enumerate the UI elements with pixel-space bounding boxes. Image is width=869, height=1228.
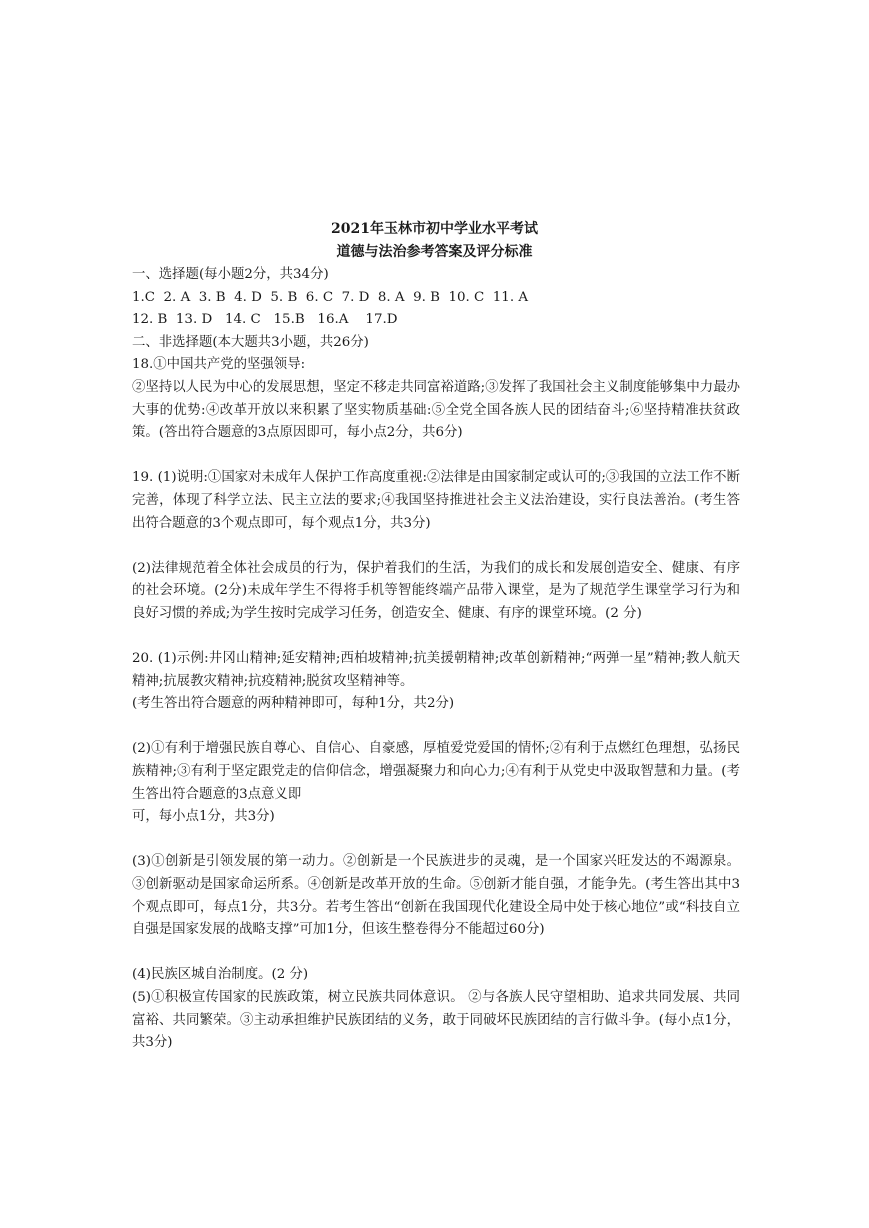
q20-part5-answer: (5)①积极宣传国家的民族政策，树立民族共同体意识。 ②与各族人民守望相助、追求共同发展、共同富裕、共同繁荣。③主动承担维护民族团结的义务，敢于同破坏民族团结的言行做斗争。(每小点1分，共3分) (132, 990, 740, 1051)
q19-part2-answer: (2)法律规范着全体社会成员的行为，保护着我们的生活，为我们的成长和发展创造安全、健康、有序的社会环境。(2分)未成年学生不得将手机等智能终端产品带入课堂，是为了规范学生课堂学习行为和良好习惯的养成;为学生按时完成学习任务，创造安全、健康、有序的课堂环境。(2 分) (132, 560, 740, 621)
q20-part4-answer: (4)民族区城自治制度。(2 分) (132, 967, 309, 983)
choice-answers-row-1: 1.C 2. A 3. B 4. D 5. B 6. C 7. D 8. A 9. B 10. C 11. A (132, 289, 529, 305)
answer-content (132, 264, 740, 1055)
q20-part1-answer: 20. (1)示例:井冈山精神;延安精神;西柏坡精神;抗美援朝精神;改革创新精神;“两弹一星”精神;教人航天精神;抗展教灾精神;抗疫精神;脱贫攻坚精神等。 (132, 651, 740, 689)
q18-first-line: 18.①中国共产党的坚强领导: (132, 357, 306, 373)
document-title: 2021年玉林市初中学业水平考试 (331, 221, 538, 237)
section1-heading: 一、选择题(每小题2分，共34分) (132, 267, 329, 282)
q18-answer: ②坚持以人民为中心的发展思想，坚定不移走共同富裕道路;③发挥了我国社会主义制度能够集中力最办大事的优势:④改革开放以来积累了坚实物质基础:⑤全党全国各族人民的团结奋斗;⑥坚持精准扶贫政策。(答出符合题意的3点原因即可，每小点2分，共6分) (132, 379, 740, 441)
document-subtitle: 道德与法治参考答案及评分标准 (336, 244, 533, 260)
q20-part2-answer: (2)①有利于增强民族自尊心、自信心、自豪感，厚植爱党爱国的情怀;②有利于点燃红色理想，弘扬民族精神;③有利于坚定跟党走的信仰信念，增强凝聚力和向心力;④有利于从党史中汲取智慧和力量。(考生答出符合题意的3点意义即 (132, 741, 740, 802)
q20-part2-tail: 可，每小点1分，共3分) (132, 809, 275, 825)
q19-part1-answer: 19. (1)说明:①国家对未成年人保护工作高度重视:②法律是由国家制定或认可的;③我国的立法工作不断完善，体现了科学立法、民主立法的要求;④我国坚持推进社会主义法治建设，实行良法善治。(考生答出符合题意的3个观点即可，每个观点1分，共3分) (132, 470, 740, 531)
q20-part1-note: (考生答出符合题意的两种精神即可，每种1分，共2分) (132, 696, 455, 712)
section2-heading: 二、非选择题(本大题共3小题，共26分) (132, 334, 369, 350)
q20-part3-answer: (3)①创新是引领发展的第一动力。②创新是一个民族进步的灵魂，是一个国家兴旺发达的不竭源泉。③创新驱动是国家命运所系。④创新是改革开放的生命。⑤创新才能自强，才能争先。(考生答出其中3个观点即可，每点1分，共3分。若考生答出“创新在我国现代化建设全局中处于核心地位”或“科技自立自强是国家发展的战略支撑”可加1分，但该生整卷得分不能超过60分) (132, 854, 740, 938)
choice-answers-row-2: 12. B 13. D 14. C 15.B 16.A 17.D (132, 312, 398, 328)
